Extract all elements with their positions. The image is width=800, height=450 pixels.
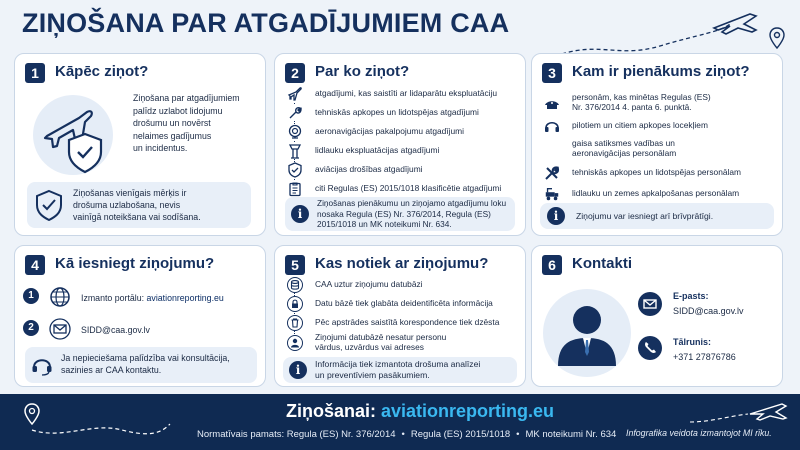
legal-basis-item: MK noteikumi Nr. 634 bbox=[525, 429, 617, 440]
card-title: Kam ir pienākums ziņot? bbox=[572, 63, 750, 80]
card-what-happens bbox=[274, 245, 526, 387]
why-text-line: nelaimes gadījumus bbox=[133, 130, 212, 141]
why-text-line: un incidentus. bbox=[133, 143, 188, 154]
bullet-separator: • bbox=[401, 429, 405, 440]
list-item-line: Nr. 376/2014 4. panta 6. punktā. bbox=[572, 102, 692, 112]
lock-icon bbox=[287, 296, 303, 312]
list-item-label: tehniskās apkopes un lidotspējas personālam bbox=[572, 167, 742, 177]
portal-link[interactable]: aviationreporting.eu bbox=[146, 293, 224, 303]
list-item-label: CAA uztur ziņojumu datubāzi bbox=[315, 279, 423, 289]
info-icon: i bbox=[289, 361, 307, 379]
headset-icon bbox=[544, 118, 560, 134]
list-item-line: personām, kas minētas Regulas (ES) bbox=[572, 92, 711, 102]
user-icon bbox=[287, 335, 303, 351]
why-text-line: palīdz uzlabot lidojumu bbox=[133, 105, 223, 116]
airplane-icon bbox=[287, 86, 303, 102]
ground-vehicle-icon bbox=[544, 186, 560, 202]
airplane-icon bbox=[690, 398, 790, 428]
card-number: 5 bbox=[285, 255, 305, 275]
shield-check-icon bbox=[287, 162, 303, 178]
card-title: Kā iesniegt ziņojumu? bbox=[55, 255, 215, 272]
card-why-report bbox=[14, 53, 266, 236]
person-avatar-icon bbox=[542, 288, 632, 378]
list-item-label: Datu bāzē tiek glabāta deidentificēta informācija bbox=[315, 298, 493, 308]
card-what-report bbox=[274, 53, 526, 236]
list-item-label bbox=[572, 138, 676, 158]
card-number: 4 bbox=[25, 255, 45, 275]
email-link[interactable]: SIDD@caa.gov.lv bbox=[81, 325, 150, 335]
card-number: 3 bbox=[542, 63, 562, 83]
happens-note bbox=[283, 357, 517, 383]
info-icon: i bbox=[547, 207, 565, 225]
card-number: 1 bbox=[25, 63, 45, 83]
step-number: 2 bbox=[23, 320, 39, 336]
card-number: 6 bbox=[542, 255, 562, 275]
legal-basis-label: Normatīvais pamats: bbox=[197, 429, 287, 440]
who-note bbox=[540, 203, 774, 229]
how-note bbox=[25, 347, 257, 383]
email-label: E-pasts: bbox=[673, 291, 709, 301]
what-note-line: Ziņošanas pienākumu un ziņojamo atgadījumu loku bbox=[317, 198, 507, 208]
why-note-line: Ziņošanas vienīgais mērķis ir bbox=[73, 188, 187, 198]
legal-basis-item: Regula (ES) 2015/1018 bbox=[410, 429, 511, 440]
list-item-line: vārdus, uzvārdus vai adreses bbox=[315, 342, 424, 352]
list-item-label: Pēc apstrādes saistītā korespondence tiek dzēsta bbox=[315, 317, 500, 327]
step-number: 1 bbox=[23, 288, 39, 304]
how-note-line: Ja nepieciešama palīdzība vai konsultācija, bbox=[61, 353, 230, 363]
list-item-label: lidlauku un zemes apkalpošanas personālam bbox=[572, 188, 740, 198]
list-item-label bbox=[315, 332, 446, 352]
phone-label: Tālrunis: bbox=[673, 337, 712, 347]
airplane-decoration-icon bbox=[560, 2, 790, 60]
email-icon[interactable] bbox=[638, 292, 662, 316]
why-note-line: drošuma uzlabošana, nevis bbox=[73, 200, 181, 210]
card-title: Kas notiek ar ziņojumu? bbox=[315, 255, 489, 272]
email-icon bbox=[49, 318, 71, 340]
list-item-label: atgadījumi, kas saistīti ar lidaparātu ekspluatāciju bbox=[315, 88, 498, 98]
clipboard-icon bbox=[287, 181, 303, 197]
footer-portal-link[interactable]: aviationreporting.eu bbox=[381, 401, 555, 421]
trash-icon bbox=[287, 315, 303, 331]
footer-credit: Infografika veidota izmantojot MI rīku. bbox=[626, 428, 772, 438]
card-how-submit bbox=[14, 245, 266, 387]
portal-prefix: Izmanto portālu: bbox=[81, 293, 147, 303]
globe-icon bbox=[49, 286, 71, 308]
what-note-line: nosaka Regula (ES) Nr. 376/2014, Regula (ES) bbox=[317, 208, 491, 219]
contact-email-link[interactable]: SIDD@caa.gov.lv bbox=[673, 306, 744, 316]
why-text-line: drošumu un novērst bbox=[133, 118, 211, 129]
how-note-line: sazinies ar CAA kontaktu. bbox=[61, 365, 162, 375]
card-title: Kontakti bbox=[572, 255, 632, 272]
list-item-line: gaisa satiksmes vadības un bbox=[572, 138, 675, 148]
control-tower-icon bbox=[287, 143, 303, 159]
list-item-label: tehniskās apkopes un lidotspējas atgadījumi bbox=[315, 107, 479, 117]
headset-icon bbox=[31, 354, 53, 376]
database-icon bbox=[287, 277, 303, 293]
info-icon: i bbox=[291, 205, 309, 223]
who-note-text: Ziņojumu var iesniegt arī brīvprātīgi. bbox=[576, 211, 714, 221]
why-note bbox=[27, 182, 251, 228]
why-note-line: vainīgā noteikšana vai sodīšana. bbox=[73, 212, 201, 222]
tools-icon bbox=[544, 165, 560, 181]
phone-icon[interactable] bbox=[638, 336, 662, 360]
wrench-icon bbox=[287, 105, 303, 121]
card-title: Kāpēc ziņot? bbox=[55, 63, 149, 80]
list-item-label: citi Regulas (ES) 2015/1018 klasificētie atgadījumi bbox=[315, 183, 502, 193]
shield-check-icon bbox=[35, 189, 63, 221]
what-note bbox=[285, 197, 515, 231]
why-text-line: Ziņošana par atgadījumiem bbox=[133, 93, 240, 103]
location-pin-icon bbox=[22, 402, 172, 442]
list-item-label: aeronavigācijas pakalpojumu atgadījumi bbox=[315, 126, 464, 136]
list-item-line: Ziņojumi datubāzē nesatur personu bbox=[315, 332, 447, 342]
contact-phone[interactable]: +371 27876786 bbox=[673, 352, 736, 362]
card-contacts bbox=[531, 245, 783, 387]
portal-line bbox=[81, 292, 224, 304]
page-title: ZIŅOŠANA PAR ATGADĪJUMIEM CAA bbox=[22, 8, 510, 38]
list-item-line: aeronavigācijas personālam bbox=[572, 148, 677, 158]
radar-icon bbox=[287, 124, 303, 140]
card-number: 2 bbox=[285, 63, 305, 83]
footer-main-prefix: Ziņošanai: bbox=[286, 401, 382, 421]
bullet-separator: • bbox=[516, 429, 520, 440]
legal-basis-item: Regula (ES) Nr. 376/2014 bbox=[286, 429, 396, 440]
pilot-cap-icon bbox=[544, 96, 560, 112]
happens-note-line: Informācija tiek izmantota drošuma analīzei bbox=[315, 359, 481, 369]
footer-legal-basis bbox=[197, 429, 616, 440]
list-item-label: pilotiem un citiem apkopes locekļiem bbox=[572, 120, 708, 130]
what-note-line: 2015/1018 un MK noteikumi Nr. 634. bbox=[317, 219, 452, 230]
footer-main bbox=[286, 401, 554, 422]
card-who-reports bbox=[531, 53, 783, 236]
happens-note-line: un preventīviem pasākumiem. bbox=[315, 370, 430, 380]
card-title: Par ko ziņot? bbox=[315, 63, 410, 80]
airplane-shield-icon bbox=[29, 92, 121, 178]
list-item-label: lidlauku ekspluatācijas atgadījumi bbox=[315, 145, 440, 155]
list-item-label: aviācijas drošības atgadījumi bbox=[315, 164, 423, 174]
list-item-label bbox=[572, 92, 711, 112]
